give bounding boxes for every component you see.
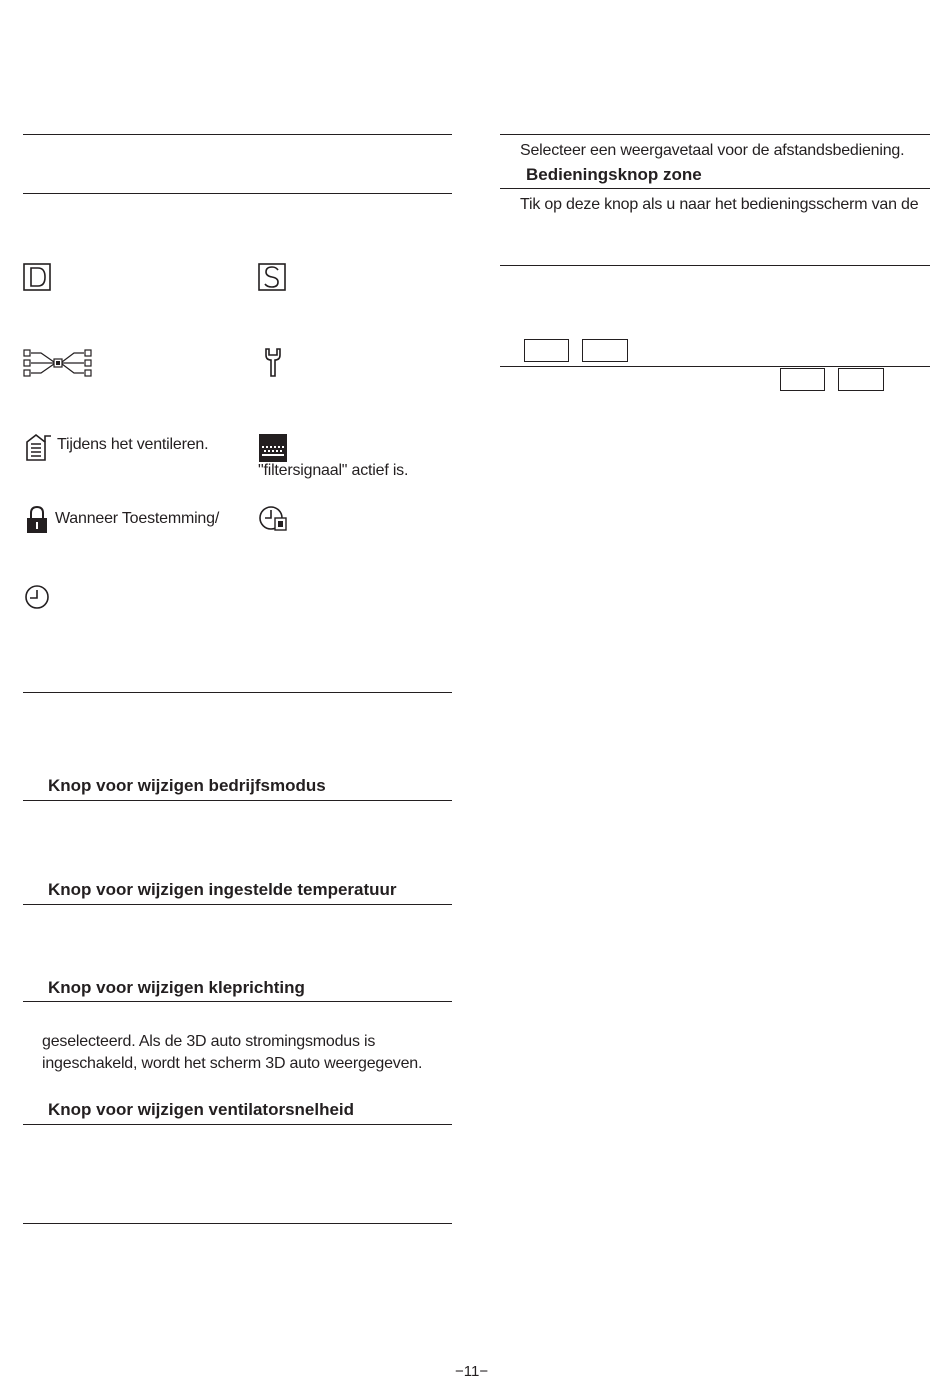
wrench-icon bbox=[262, 347, 284, 379]
section-rule bbox=[500, 134, 930, 135]
clock-icon bbox=[24, 584, 52, 612]
clock-schedule-icon bbox=[258, 504, 288, 532]
section-rule bbox=[23, 134, 452, 135]
permission-text: Wanneer Toestemming/ bbox=[55, 510, 220, 527]
louver-button-heading: Knop voor wijzigen kleprichting bbox=[48, 978, 305, 997]
fan-button-heading: Knop voor wijzigen ventilatorsnelheid bbox=[48, 1100, 355, 1119]
mode-button-heading: Knop voor wijzigen bedrijfsmodus bbox=[48, 776, 326, 795]
heading-rule bbox=[23, 1124, 452, 1125]
section-rule bbox=[500, 366, 930, 367]
section-rule bbox=[23, 1223, 452, 1224]
louver-text-line-1: geselecteerd. Als de 3D auto stromingsmodus is bbox=[42, 1033, 376, 1050]
temperature-button-heading: Knop voor wijzigen ingestelde temperatuur bbox=[48, 880, 397, 899]
d-letter-icon bbox=[23, 263, 51, 291]
page-number: −11− bbox=[455, 1363, 489, 1380]
zone-button-heading: Bedieningsknop zone bbox=[526, 165, 702, 184]
ventilating-text: Tijdens het ventileren. bbox=[57, 436, 209, 453]
section-rule bbox=[23, 692, 452, 693]
key-box bbox=[524, 339, 569, 362]
heading-rule bbox=[23, 1001, 452, 1002]
lock-icon bbox=[25, 505, 49, 535]
ventilation-icon bbox=[23, 432, 53, 462]
group-link-icon bbox=[23, 348, 93, 378]
key-box bbox=[780, 368, 825, 391]
louver-text-line-2: ingeschakeld, wordt het scherm 3D auto weergegeven. bbox=[42, 1055, 423, 1072]
s-letter-icon bbox=[258, 263, 286, 291]
section-rule bbox=[23, 193, 452, 194]
filter-signal-text: "filtersignaal" actief is. bbox=[258, 462, 409, 479]
key-box bbox=[582, 339, 628, 362]
heading-rule bbox=[23, 800, 452, 801]
filter-icon bbox=[258, 433, 288, 463]
section-rule bbox=[500, 265, 930, 266]
heading-rule bbox=[23, 904, 452, 905]
zone-text: Tik op deze knop als u naar het bedieningsscherm van de bbox=[520, 196, 919, 213]
heading-rule bbox=[500, 188, 930, 189]
language-text: Selecteer een weergavetaal voor de afstandsbediening. bbox=[520, 142, 905, 159]
key-box bbox=[838, 368, 884, 391]
